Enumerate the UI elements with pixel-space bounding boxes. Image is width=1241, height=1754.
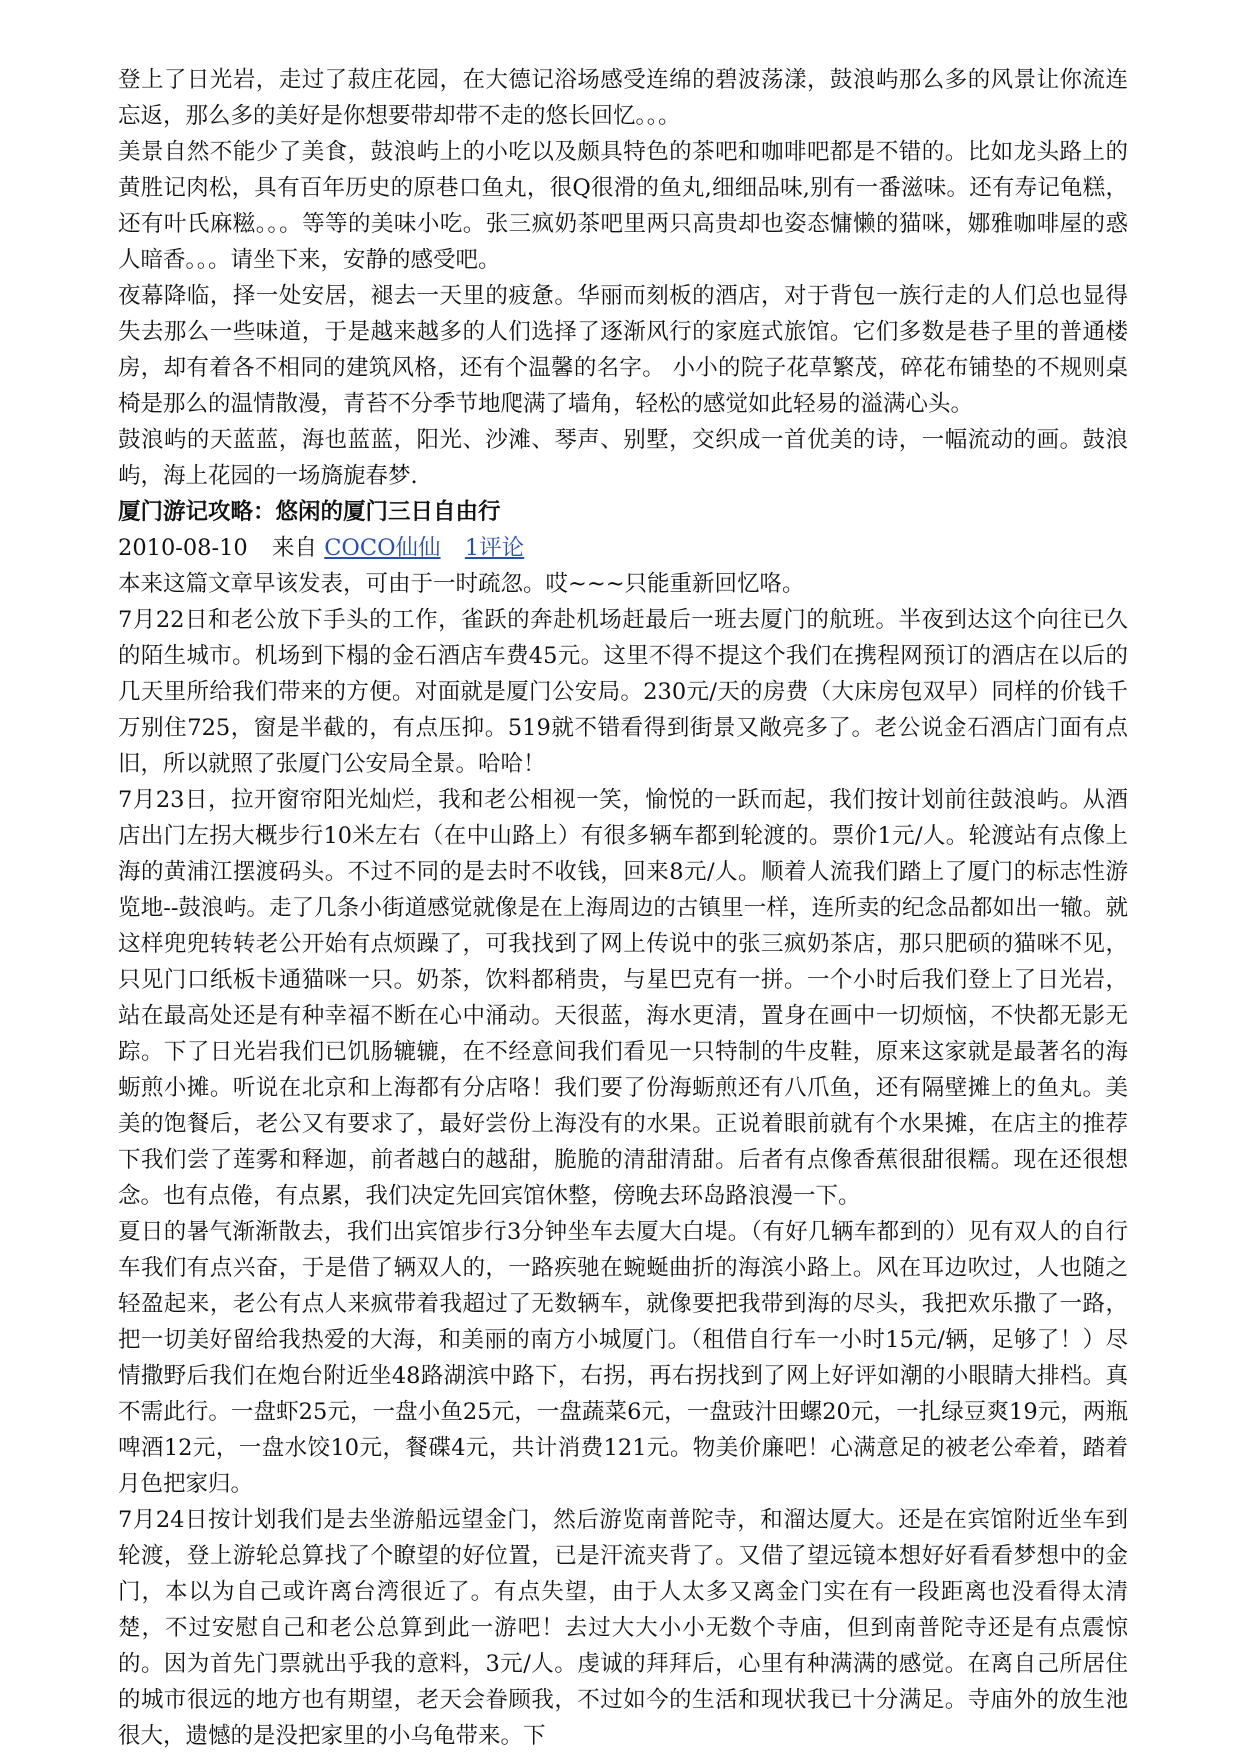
- paragraph: 本来这篇文章早该发表，可由于一时疏忽。哎~~~只能重新回忆咯。: [118, 571, 805, 597]
- document-page: [118, 62, 1128, 1754]
- author-link[interactable]: COCO仙仙: [324, 535, 441, 561]
- post-date: 2010-08-10: [118, 535, 248, 561]
- paragraph: 夏日的暑气渐渐散去，我们出宾馆步行3分钟坐车去厦大白堤。（有好几辆车都到的）见有双人的自行车我们有点兴奋，于是借了辆双人的，一路疾驰在蜿蜒曲折的海滨小路上。风在耳边吹过，人也随之轻盈起来，老公有点人来疯带着我超过了无数辆车，就像要把我带到海的尽头，我把欢乐撒了一路，把一切美好留给我热爱的大海，和美丽的南方小城厦门。（租借自行车一小时15元/辆，足够了！）尽情撒野后我们在炮台附近坐48路湖滨中路下，右拐，再右拐找到了网上好评如潮的小眼睛大排档。真不需此行。一盘虾25元，一盘小鱼25元，一盘蔬菜6元，一盘豉汁田螺20元，一扎绿豆爽19元，两瓶啤酒12元，一盘水饺10元，餐碟4元，共计消费121元。物美价廉吧！心满意足的被老公牵着，踏着月色把家归。: [118, 1219, 1128, 1497]
- paragraph: 7月24日按计划我们是去坐游船远望金门，然后游览南普陀寺，和溜达厦大。还是在宾馆附近坐车到轮渡，登上游轮总算找了个瞭望的好位置，已是汗流夹背了。又借了望远镜本想好好看看梦想中的金门，本以为自己或许离台湾很近了。有点失望，由于人太多又离金门实在有一段距离也没看得太清楚，不过安慰自己和老公总算到此一游吧！去过大大小小无数个寺庙，但到南普陀寺还是有点震惊的。因为首先门票就出乎我的意料，3元/人。虔诚的拜拜后，心里有种满满的感觉。在离自己所居住的城市很远的地方也有期望，老天会眷顾我，不过如今的生活和现状我已十分满足。寺庙外的放生池很大，遗憾的是没把家里的小乌龟带来。下: [118, 1507, 1128, 1749]
- paragraph: 美景自然不能少了美食，鼓浪屿上的小吃以及颇具特色的茶吧和咖啡吧都是不错的。比如龙头路上的黄胜记肉松，具有百年历史的原巷口鱼丸，很Q很滑的鱼丸,细细品味,别有一番滋味。还有寿记龟糕，还有叶氏麻糍。。。等等的美味小吃。张三疯奶茶吧里两只高贵却也姿态慵懒的猫咪，娜雅咖啡屋的惑人暗香。。。请坐下来，安静的感受吧。: [118, 139, 1128, 273]
- paragraph: 鼓浪屿的天蓝蓝，海也蓝蓝，阳光、沙滩、琴声、别墅，交织成一首优美的诗，一幅流动的画。鼓浪屿，海上花园的一场旖旎春梦.: [118, 427, 1128, 489]
- from-label: 来自: [272, 535, 318, 561]
- paragraph: 7月23日，拉开窗帘阳光灿烂，我和老公相视一笑，愉悦的一跃而起，我们按计划前往鼓浪屿。从酒店出门左拐大概步行10米左右（在中山路上）有很多辆车都到轮渡的。票价1元/人。轮渡站有点像上海的黄浦江摆渡码头。不过不同的是去时不收钱，回来8元/人。顺着人流我们踏上了厦门的标志性游览地--鼓浪屿。走了几条小街道感觉就像是在上海周边的古镇里一样，连所卖的纪念品都如出一辙。就这样兜兜转转老公开始有点烦躁了，可我找到了网上传说中的张三疯奶茶店，那只肥硕的猫咪不见，只见门口纸板卡通猫咪一只。奶茶，饮料都稍贵，与星巴克有一拼。一个小时后我们登上了日光岩，站在最高处还是有种幸福不断在心中涌动。天很蓝，海水更清，置身在画中一切烦恼，不快都无影无踪。下了日光岩我们已饥肠辘辘，在不经意间我们看见一只特制的牛皮鞋，原来这家就是最著名的海蛎煎小摊。听说在北京和上海都有分店咯！我们要了份海蛎煎还有八爪鱼，还有隔壁摊上的鱼丸。美美的饱餐后，老公又有要求了，最好尝份上海没有的水果。正说着眼前就有个水果摊，在店主的推荐下我们尝了莲雾和释迦，前者越白的越甜，脆脆的清甜清甜。后者有点像香蕉很甜很糯。现在还很想念。也有点倦，有点累，我们决定先回宾馆休整，傍晚去环岛路浪漫一下。: [118, 787, 1128, 1209]
- paragraph: 登上了日光岩，走过了菽庄花园，在大德记浴场感受连绵的碧波荡漾，鼓浪屿那么多的风景让你流连忘返，那么多的美好是你想要带却带不走的悠长回忆。。。: [118, 67, 1128, 129]
- comments-link[interactable]: 1评论: [464, 535, 525, 561]
- post-meta: [118, 530, 1128, 566]
- paragraph: 7月22日和老公放下手头的工作，雀跃的奔赴机场赶最后一班去厦门的航班。半夜到达这个向往已久的陌生城市。机场到下榻的金石酒店车费45元。这里不得不提这个我们在携程网预订的酒店在以后的几天里所给我们带来的方便。对面就是厦门公安局。230元/天的房费（大床房包双早）同样的价钱千万别住725，窗是半截的，有点压抑。519就不错看得到街景又敞亮多了。老公说金石酒店门面有点旧，所以就照了张厦门公安局全景。哈哈！: [118, 607, 1128, 777]
- post-title: 厦门游记攻略：悠闲的厦门三日自由行: [118, 499, 501, 525]
- paragraph: 夜幕降临，择一处安居，褪去一天里的疲惫。华丽而刻板的酒店，对于背包一族行走的人们总也显得失去那么一些味道，于是越来越多的人们选择了逐渐风行的家庭式旅馆。它们多数是巷子里的普通楼房，却有着各不相同的建筑风格，还有个温馨的名字。 小小的院子花草繁茂，碎花布铺垫的不规则桌椅是那么的温情散漫，青苔不分季节地爬满了墙角，轻松的感觉如此轻易的溢满心头。: [118, 283, 1128, 417]
